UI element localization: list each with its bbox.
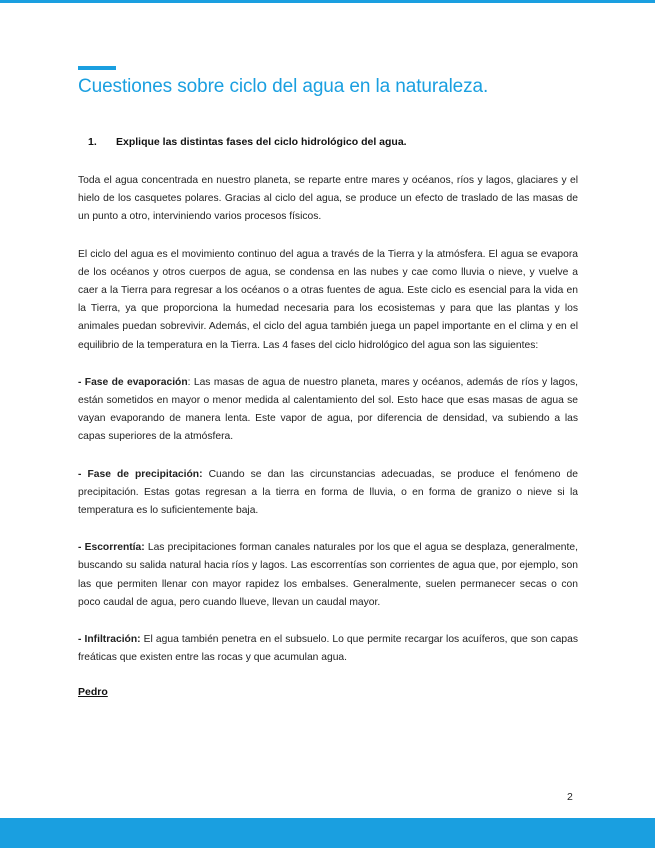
top-accent-rule <box>0 0 655 3</box>
phase-evaporation <box>78 374 578 447</box>
intro-paragraph: Toda el agua concentrada en nuestro planeta, se reparte entre mares y océanos, ríos y lagos, glaciares y el hielo de los casquetes polares. Gracias al ciclo del agua, se produce un efecto de traslado de las masas de un punto a otro, interviniendo varios procesos físicos. <box>78 175 578 223</box>
phase-label: - Fase de evaporación <box>78 376 188 388</box>
question-text: Explique las distintas fases del ciclo hidrológico del agua. <box>116 136 407 148</box>
phase-runoff <box>78 539 578 612</box>
author-name: Pedro <box>78 686 108 699</box>
page-number: 2 <box>567 791 573 803</box>
phase-text: El agua también penetra en el subsuelo. Lo que permite recargar los acuíferos, que son capas freáticas que existen entre las rocas y que acumulan agua. <box>78 634 578 664</box>
title-accent-bar <box>78 66 116 70</box>
question-number: 1. <box>88 136 97 148</box>
phase-label: - Infiltración: <box>78 634 141 646</box>
question-heading <box>88 136 588 148</box>
footer-band <box>0 818 655 848</box>
intro-paragraph: El ciclo del agua es el movimiento continuo del agua a través de la Tierra y la atmósfera. El agua se evapora de los océanos y otros cuerpos de agua, se condensa en las nubes y cae como lluvia o nieve, y vuelve a caer a la Tierra para regresar a los océanos o a otras fuentes de agua. Este ciclo es esencial para la vida en la Tierra, ya que proporciona la humedad necesaria para los ecosistemas y para que las plantas y los animales puedan sobrevivir. Además, el ciclo del agua también juega un papel importante en el clima y en el equilibrio de la temperatura en la Tierra. Las 4 fases del ciclo hidrológico del agua son las siguientes: <box>78 248 578 351</box>
phase-text: : Las masas de agua de nuestro planeta, mares y océanos, además de ríos y lagos, están sometidos en mayor o menor medida al calentamiento del sol. Esto hace que esas masas de agua se vayan evaporando de manera lenta. Este vapor de agua, por diferencia de densidad, va subiendo a las capas superiores de la atmósfera. <box>78 376 578 443</box>
document-body <box>78 172 578 698</box>
phase-infiltration <box>78 631 578 667</box>
phase-label: - Fase de precipitación: <box>78 468 203 480</box>
phase-precipitation <box>78 466 578 521</box>
document-title: Cuestiones sobre ciclo del agua en la naturaleza. <box>78 76 489 97</box>
phase-label: - Escorrentía: <box>78 542 145 554</box>
phase-text: Cuando se dan las circunstancias adecuadas, se produce el fenómeno de precipitación. Estas gotas regresan a la tierra en forma de lluvia, o en forma de granizo o nieve si la temperatura es lo suficientemente baja. <box>78 468 579 517</box>
phase-text: Las precipitaciones forman canales naturales por los que el agua se desplaza, generalmente, buscando su salida natural hacia ríos y lagos. Las escorrentías son corrientes de agua que, por ejemplo, son las que permiten llenar con mayor rapidez los embalses. Generalmente, suelen permanecer secas o con poco caudal de agua, pero cuando llueve, llevan un caudal mayor. <box>78 542 578 608</box>
